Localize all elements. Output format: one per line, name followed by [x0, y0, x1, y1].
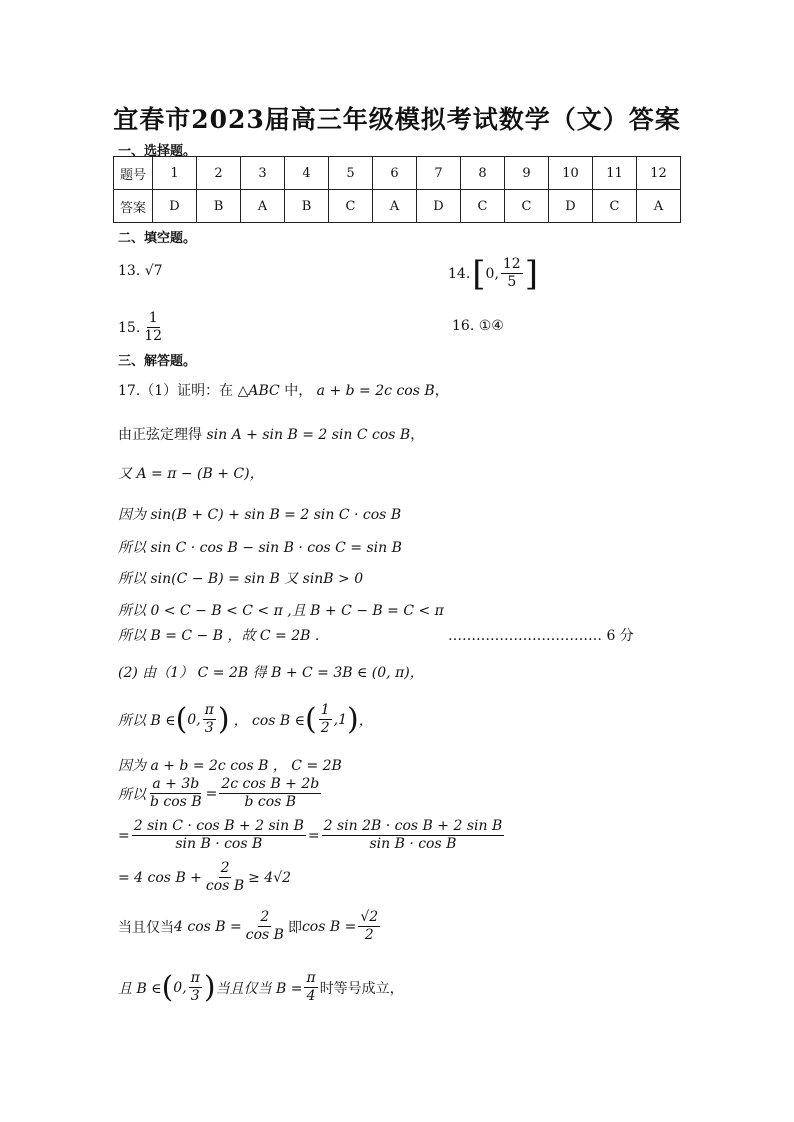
line-text: 0,: [187, 711, 201, 728]
table-cell: D: [153, 190, 197, 223]
table-cell: 3: [241, 157, 285, 190]
fraction-denominator: 2: [364, 927, 374, 943]
solution-line-8: 所以 B = C − B ，故 C = 2B .: [118, 628, 320, 644]
fraction-denominator: 12: [144, 328, 163, 344]
fraction-numerator: π: [204, 702, 214, 718]
line-text: 中，: [284, 383, 313, 399]
solution-line-3: 又 A = π − (B + C)，: [118, 466, 264, 482]
fraction-denominator: cos B: [205, 878, 245, 894]
line-text: =: [118, 827, 130, 844]
q16-answer: ①④: [478, 318, 504, 334]
line-text: 所以: [118, 786, 146, 803]
table-cell: A: [241, 190, 285, 223]
fraction: [204, 860, 246, 895]
formula: a + b = 2c cos B: [316, 383, 435, 399]
solution-line-5: 所以 sin C · cos B − sin B · cos C = sin B: [118, 540, 402, 556]
formula: 且 B ∈: [118, 980, 162, 997]
table-row: [114, 157, 681, 190]
fill-q15: [118, 310, 166, 345]
section-solution-heading: 三、解答题。: [118, 354, 197, 369]
line-text: ，: [358, 712, 373, 729]
solution-line-14: [118, 860, 291, 895]
q16-label: 16.: [452, 318, 475, 334]
fraction-denominator: b cos B: [150, 794, 202, 810]
fraction-numerator: 1: [148, 310, 158, 326]
fill-q13: [118, 263, 163, 279]
fraction-denominator: 4: [306, 988, 316, 1004]
fraction-denominator: b cos B: [244, 794, 297, 810]
fraction: [319, 702, 332, 737]
table-cell: 2: [197, 157, 241, 190]
line-text: 当且仅当: [118, 919, 174, 936]
table-row: [114, 190, 681, 223]
table-cell: 4: [285, 157, 329, 190]
fraction-numerator: √2: [360, 909, 379, 925]
line-text: ≥ 4√2: [248, 869, 292, 886]
fraction-numerator: 2: [220, 860, 230, 876]
solution-line-13: [118, 818, 506, 853]
leader-dots: ……………………………: [448, 628, 602, 644]
line-text: = 4 cos B +: [118, 869, 202, 886]
score-text: 6 分: [606, 628, 634, 644]
q14-left: 0,: [485, 265, 499, 282]
line-text: ， cos B ∈: [233, 712, 306, 729]
section-fill-heading: 二、填空题。: [118, 231, 197, 246]
solution-line-9: (2) 由（1） C = 2B 得 B + C = 3B ∈ (0, π)，: [118, 665, 424, 681]
fraction: [189, 970, 202, 1005]
line-text: 0,: [173, 979, 187, 996]
left-paren-icon: (: [175, 701, 188, 737]
formula: 4 cos B =: [174, 918, 242, 935]
table-cell: B: [285, 190, 329, 223]
table-cell: 8: [461, 157, 505, 190]
table-cell: 1: [153, 157, 197, 190]
table-cell: A: [373, 190, 417, 223]
table-cell: 11: [593, 157, 637, 190]
q14-fraction: [501, 256, 523, 291]
line-text: 当且仅当 B =: [215, 980, 303, 997]
table-cell: 6: [373, 157, 417, 190]
fraction-numerator: a + 3b: [152, 776, 200, 792]
table-row-label: 答案: [114, 190, 153, 223]
solution-line-15: [118, 909, 382, 944]
table-cell: 12: [637, 157, 681, 190]
fraction-denominator: 3: [204, 720, 214, 736]
page-title: 宜春市2023届高三年级模拟考试数学（文）答案: [113, 105, 681, 134]
fraction: [219, 776, 321, 811]
line-text: 时等号成立，: [319, 980, 404, 997]
solution-line-7: 所以 0 < C − B < C < π ,且 B + C − B = C < π: [118, 603, 444, 619]
line-text: 即: [287, 919, 302, 936]
score-marker: [448, 625, 634, 645]
solution-line-2: [118, 424, 424, 444]
fraction: [148, 776, 204, 811]
line-text: 由正弦定理得: [118, 427, 202, 443]
q13-label: 13.: [118, 263, 141, 279]
fraction-numerator: 2c cos B + 2b: [221, 776, 320, 792]
table-cell: D: [549, 190, 593, 223]
q14-label: 14.: [448, 265, 471, 282]
line-text: 所以 B ∈: [118, 712, 176, 729]
line-text: =: [205, 785, 218, 802]
table-cell: D: [417, 190, 461, 223]
solution-line-10: [118, 702, 373, 737]
right-paren-icon: ): [347, 701, 359, 737]
fraction-denominator: 2: [320, 720, 330, 736]
fraction-numerator: π: [306, 970, 316, 986]
fill-q16: [452, 318, 504, 334]
q15-label: 15.: [118, 319, 141, 336]
formula: cos B =: [301, 918, 357, 935]
fraction: [203, 702, 216, 737]
right-paren-icon: ): [217, 701, 230, 737]
fraction: [358, 909, 380, 944]
fraction-denominator: sin B · cos B: [175, 836, 263, 852]
solution-line-16: [118, 970, 404, 1005]
fraction-denominator: 3: [190, 988, 200, 1004]
solution-line-1: [118, 380, 449, 400]
q15-fraction: [142, 310, 164, 345]
solution-line-12: [118, 776, 323, 811]
left-paren-icon: (: [161, 969, 174, 1005]
section-choice-heading: 一、选择题。: [118, 144, 197, 159]
fraction: [304, 970, 317, 1005]
line-text: ，: [410, 427, 425, 443]
fraction-denominator: 5: [507, 274, 517, 290]
fraction: [244, 909, 286, 944]
table-cell: C: [593, 190, 637, 223]
fill-q14: [448, 253, 538, 294]
fraction-denominator: cos B: [245, 927, 284, 943]
left-bracket-icon: [: [472, 253, 486, 294]
formula: sin A + sin B = 2 sin C cos B: [206, 427, 411, 443]
left-paren-icon: (: [305, 701, 317, 737]
fraction-numerator: 2 sin C · cos B + 2 sin B: [133, 818, 304, 834]
table-cell: C: [461, 190, 505, 223]
solution-line-11: 因为 a + b = 2c cos B ， C = 2B: [118, 758, 342, 774]
choice-answer-table: [113, 156, 681, 223]
triangle-symbol: △ABC: [237, 383, 280, 399]
table-cell: 7: [417, 157, 461, 190]
line-text: ,1: [333, 711, 348, 728]
fraction-numerator: 2 sin 2B · cos B + 2 sin B: [323, 818, 503, 834]
fraction: [132, 818, 306, 853]
line-text: 17.（1）证明：在: [118, 383, 234, 399]
fraction-numerator: 12: [502, 256, 521, 272]
solution-line-6: 所以 sin(C − B) = sin B 又 sinB > 0: [118, 571, 364, 587]
fraction-denominator: sin B · cos B: [369, 836, 457, 852]
fraction-numerator: 2: [260, 909, 270, 925]
right-paren-icon: ): [203, 969, 216, 1005]
table-cell: 10: [549, 157, 593, 190]
fraction: [322, 818, 505, 853]
fraction-numerator: π: [190, 970, 200, 986]
table-row-label: 题号: [114, 157, 153, 190]
fraction-numerator: 1: [320, 702, 330, 718]
table-cell: 9: [505, 157, 549, 190]
solution-line-4: 因为 sin(B + C) + sin B = 2 sin C · cos B: [118, 507, 402, 523]
q13-answer: √7: [144, 263, 163, 279]
table-cell: B: [197, 190, 241, 223]
line-text: ，: [434, 383, 449, 399]
table-cell: C: [329, 190, 373, 223]
right-bracket-icon: ]: [524, 253, 538, 294]
table-cell: A: [637, 190, 681, 223]
line-text: =: [307, 827, 320, 844]
table-cell: 5: [329, 157, 373, 190]
table-cell: C: [505, 190, 549, 223]
